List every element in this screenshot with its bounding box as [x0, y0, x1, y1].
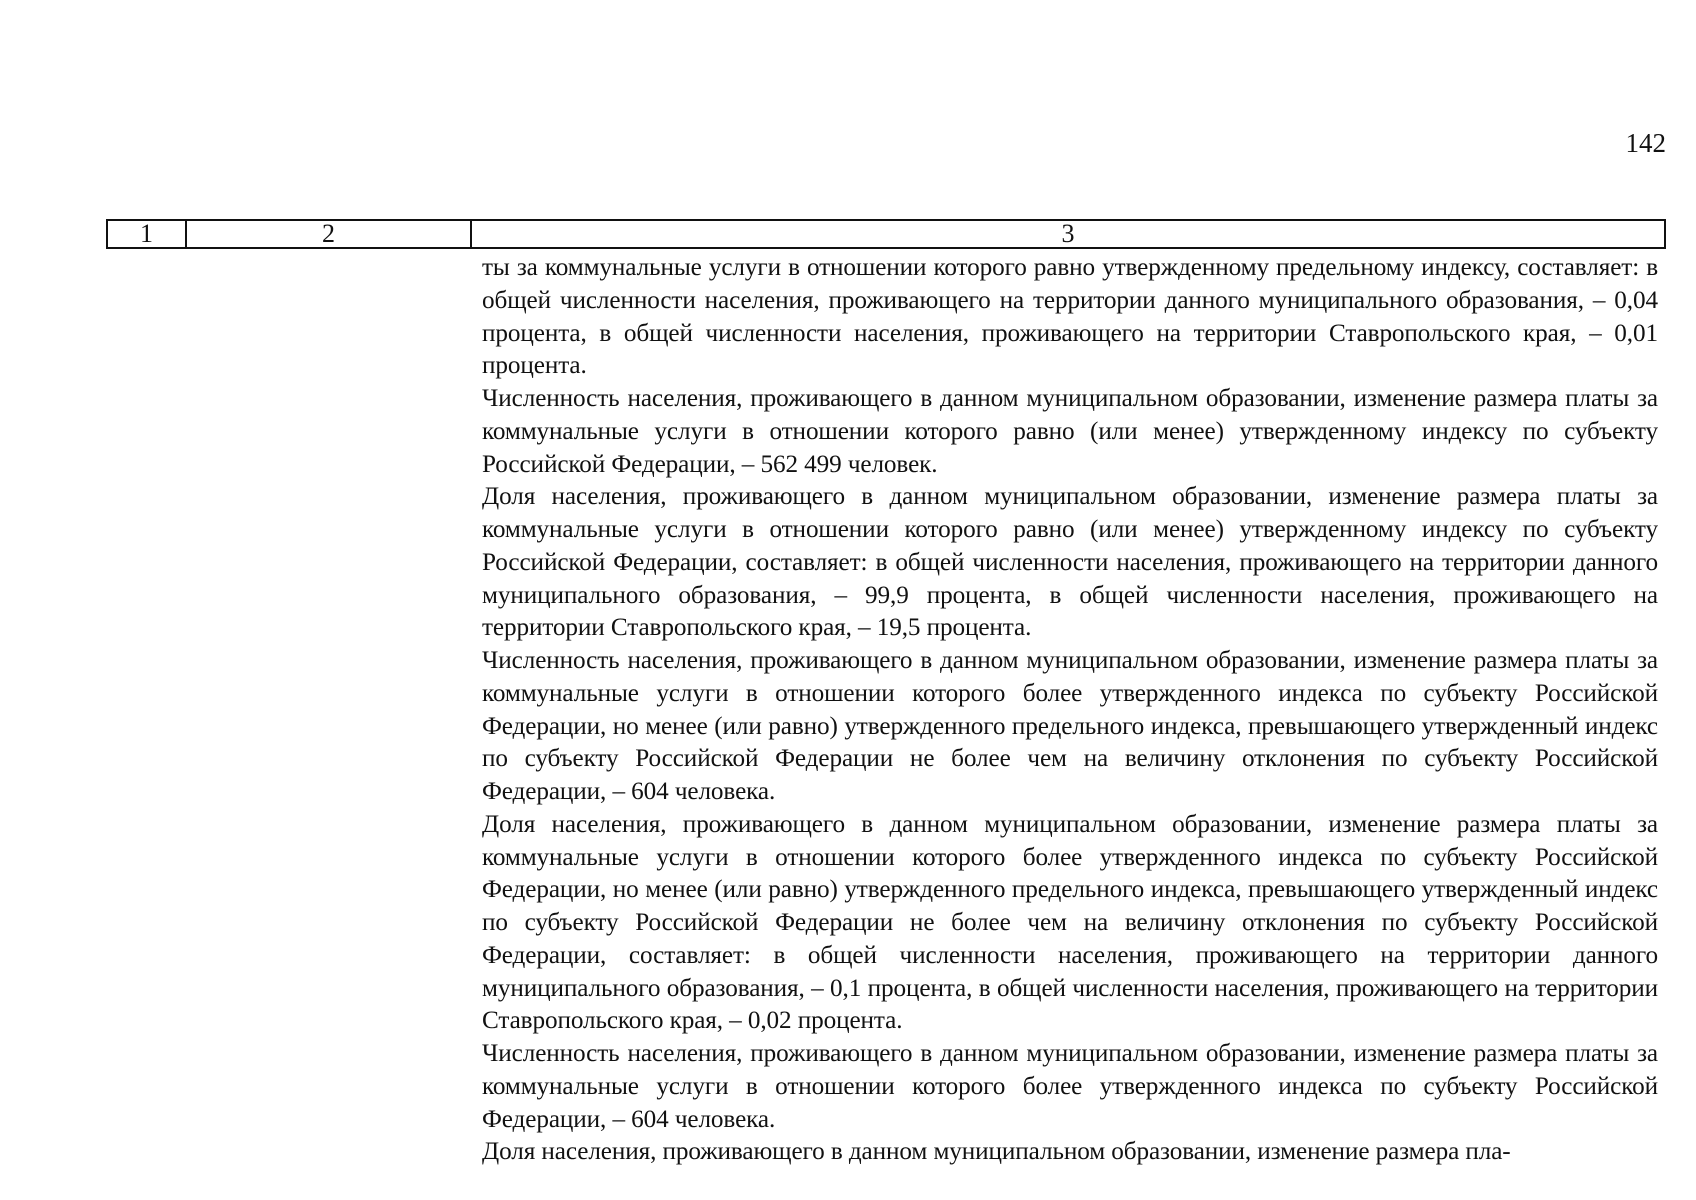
paragraph: Доля населения, проживающего в данном муниципальном образовании, изменение размера платы за коммунальные услуги в отношении которого более утвержденного индекса по субъекту Российской Федерации, но менее (или равно) утвержденного предельного индекса, превышающего утвержденный индекс по субъекту Российской Федерации не более чем на величину отклонения по субъекту Российской Федерации, составляет: в общей численности населения, проживающего на территории данного муниципального образования, – 0,1 процента, в общей численности населения, проживающего на территории Ставропольского края, – 0,02 процента.: [482, 810, 1658, 1035]
paragraph: ты за коммунальные услуги в отношении которого равно утвержденному предельному индексу, составляет: в общей численности населения, проживающего на территории данного муниципального образования, – 0,04 процента, в общей численности населения, проживающего на территории Ставропольского края, – 0,01 процента.: [482, 254, 1658, 380]
column-header-1: 1: [108, 221, 187, 247]
paragraph: Численность населения, проживающего в данном муниципальном образовании, изменение размера платы за коммунальные услуги в отношении которого более утвержденного индекса по субъекту Российской Федерации, но менее (или равно) утвержденного предельного индекса, превышающего утвержденный индекс по субъекту Российской Федерации не более чем на величину отклонения по субъекту Российской Федерации, – 604 человека.: [482, 647, 1658, 805]
paragraph: Численность населения, проживающего в данном муниципальном образовании, изменение размера платы за коммунальные услуги в отношении которого равно (или менее) утвержденному индексу по субъекту Российской Федерации, – 562 499 человек.: [482, 385, 1658, 478]
column-header-table: [106, 219, 1666, 249]
paragraph: Численность населения, проживающего в данном муниципальном образовании, изменение размера платы за коммунальные услуги в отношении которого более утвержденного индекса по субъекту Российской Федерации, – 604 человека.: [482, 1040, 1658, 1133]
paragraph: Доля населения, проживающего в данном муниципальном образовании, изменение размера платы за коммунальные услуги в отношении которого равно (или менее) утвержденному индексу по субъекту Российской Федерации, составляет: в общей численности населения, проживающего на территории данного муниципального образования, – 99,9 процента, в общей численности населения, проживающего на территории Ставропольского края, – 19,5 процента.: [482, 483, 1658, 642]
page-number: 142: [1625, 128, 1666, 158]
column-header-2: 2: [187, 221, 472, 247]
paragraph: Доля населения, проживающего в данном муниципальном образовании, изменение размера пла-: [482, 1138, 1511, 1166]
column-header-3: 3: [1061, 219, 1075, 248]
document-body: [482, 252, 1658, 1169]
